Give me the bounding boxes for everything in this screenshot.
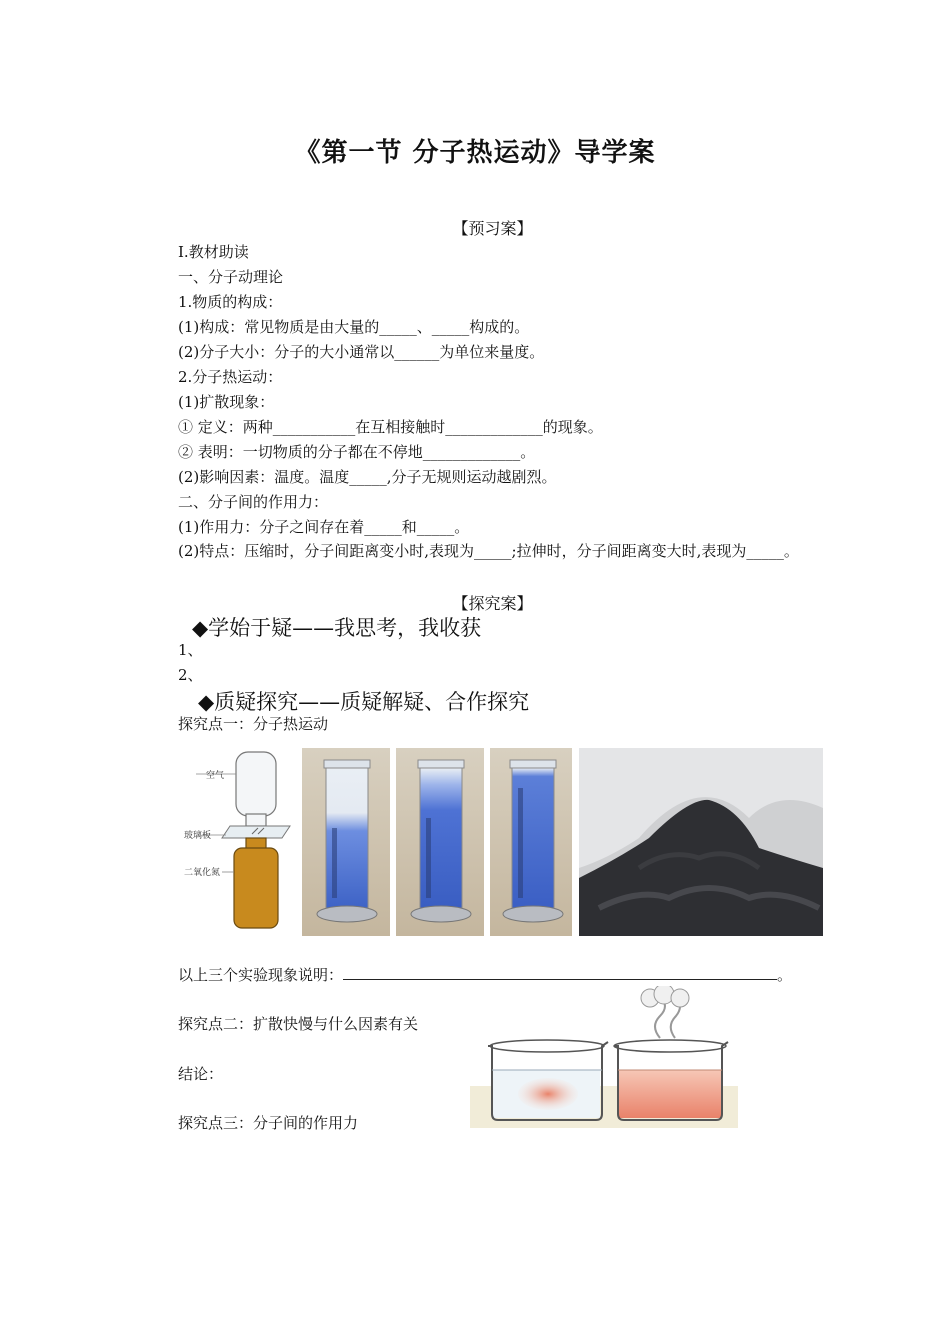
q1-item: 2、 <box>178 666 203 684</box>
conclusion-label: 结论： <box>178 1065 224 1083</box>
glass-plate <box>222 826 290 838</box>
label-glass-plate: 玻璃板 <box>184 831 212 841</box>
photo-cylinder-3 <box>490 748 572 936</box>
text-line: (1)作用力：分子之间存在着_____和_____。 <box>178 518 470 536</box>
no2-diffusion-figure <box>178 748 300 936</box>
text-line: I.教材助读 <box>178 243 249 261</box>
top-bottle <box>236 752 276 816</box>
text-line: 二、分子间的作用力： <box>178 493 329 511</box>
hot-water-beaker <box>614 1040 728 1120</box>
steam-icon <box>641 986 689 1038</box>
conclusion-line: 以上三个实验现象说明： 。 <box>178 966 793 984</box>
page-title: 《第一节 分子热运动》导学案 <box>294 138 656 168</box>
label-air: 空气 <box>206 771 225 781</box>
text-line: (2)特点：压缩时，分子间距离变小时,表现为_____;拉伸时，分子间距离变大时,表现为_____。 <box>178 542 799 560</box>
beaker-temperature-figure <box>470 986 738 1128</box>
text-line: (2)影响因素：温度。温度_____,分子无规则运动越剧烈。 <box>178 468 557 486</box>
coal-pile-photo <box>579 748 823 936</box>
text-line: ② 表明：一切物质的分子都在不停地_____________。 <box>178 443 536 461</box>
explore-point-3: 探究点三：分子间的作用力 <box>178 1114 359 1132</box>
photo-cylinder-1 <box>302 748 390 936</box>
conclusion-answer-blank[interactable] <box>343 964 777 980</box>
explore-section-header: 【探究案】 <box>452 594 533 613</box>
q1-item: 1、 <box>178 641 203 659</box>
text-line: (1)扩散现象： <box>178 393 275 411</box>
conclusion-prompt: 以上三个实验现象说明： <box>178 966 344 984</box>
top-bottle-neck <box>246 814 266 826</box>
photo-cylinder-2 <box>396 748 484 936</box>
explore-point-1: 探究点一：分子热运动 <box>178 715 329 733</box>
cold-water-beaker <box>488 1040 608 1120</box>
label-no2: 二氧化氮 <box>184 868 221 878</box>
text-line: 1.物质的构成： <box>178 293 283 311</box>
explore-heading-1: ◆学始于疑——我思考，我收获 <box>192 616 482 640</box>
text-line: 一、分子动理论 <box>178 268 284 286</box>
cylinder-diffusion-photos <box>302 748 572 936</box>
text-line: 2.分子热运动： <box>178 368 283 386</box>
explore-heading-2: ◆质疑探究——质疑解疑、合作探究 <box>198 690 530 714</box>
explore-point-2: 探究点二：扩散快慢与什么因素有关 <box>178 1015 419 1033</box>
text-line: (2)分子大小：分子的大小通常以______为单位来量度。 <box>178 343 545 361</box>
preview-section-header: 【预习案】 <box>452 219 533 238</box>
bottom-bottle <box>234 848 278 928</box>
text-line: ① 定义：两种___________在互相接触时_____________的现象。 <box>178 418 603 436</box>
text-line: (1)构成：常见物质是由大量的_____、_____构成的。 <box>178 318 530 336</box>
